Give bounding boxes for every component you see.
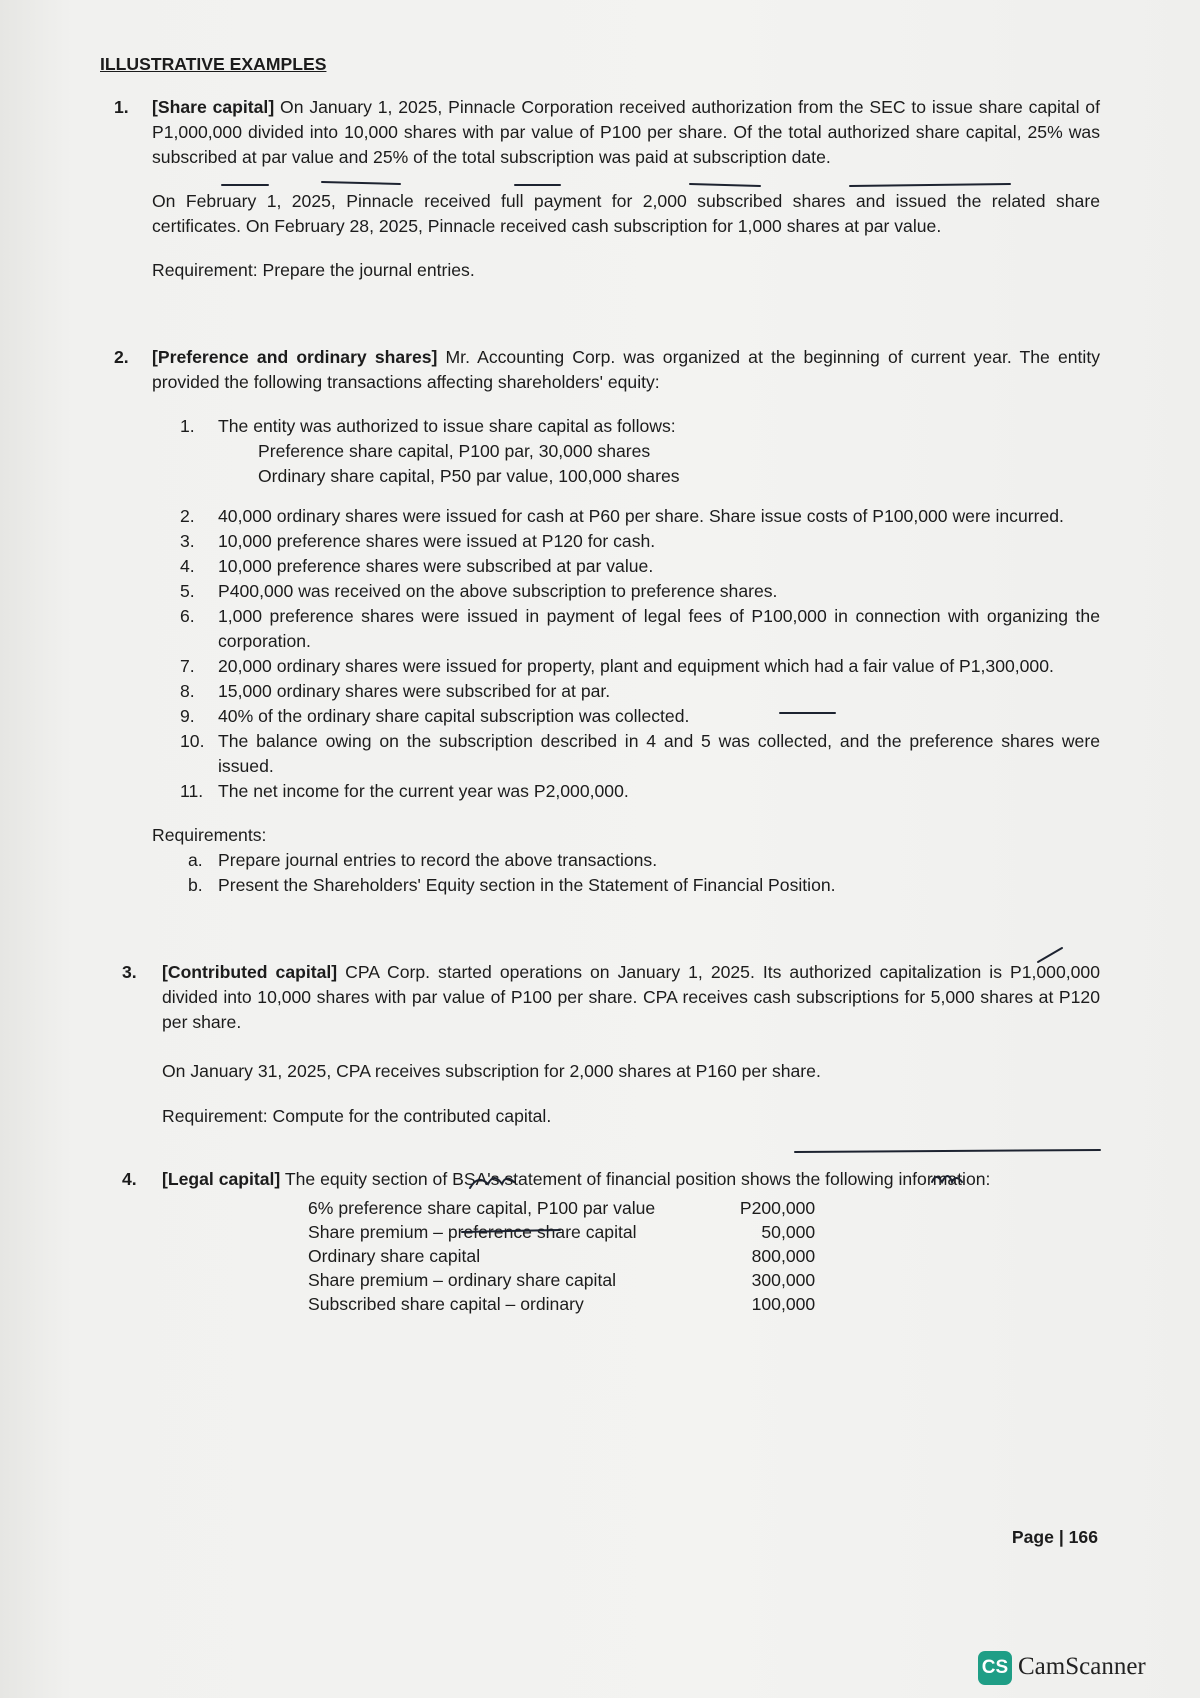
table-row: Share premium – preference share capital 50,000	[308, 1222, 816, 1242]
example-1-paragraph-2: On February 1, 2025, Pinnacle received full payment for 2,000 subscribed shares and issued the related share certificates. On February 28, 2025, Pinnacle received cash subscription for 1,000 shares at par value.	[152, 191, 1100, 236]
requirement-item: a. Prepare journal entries to record the above transactions.	[188, 850, 658, 870]
example-2-tag: [Preference and ordinary shares]	[152, 347, 438, 367]
authorized-capital-line: Ordinary share capital, P50 par value, 100,000 shares	[258, 466, 680, 486]
table-row: Subscribed share capital – ordinary 100,000	[308, 1294, 816, 1314]
example-3-requirement: Requirement: Compute for the contributed capital.	[162, 1106, 552, 1126]
example-4-intro: [Legal capital] The equity section of BSA's statement of financial position shows the following information:	[162, 1169, 991, 1189]
example-2	[100, 345, 1100, 898]
example-1-paragraph-1	[152, 95, 1100, 170]
table-row: 6% preference share capital, P100 par value P200,000	[308, 1198, 816, 1218]
example-number: 1.	[114, 97, 129, 117]
example-1-requirement: Requirement: Prepare the journal entries.	[152, 260, 475, 280]
example-4	[100, 1167, 1100, 1316]
example-3	[100, 960, 1100, 1129]
example-1-text: On January 1, 2025, Pinnacle Corporation received authorization from the SEC to issue share capital of P1,000,000 divided into 10,000 shares with par value of P100 per share. Of the total authorized share capital, 25% was subscribed at par value and 25% of the total subscription was paid at subscription date.	[152, 97, 1100, 167]
transaction-item: 6. 1,000 preference shares were issued in payment of legal fees of P100,000 in connection with organizing the corporation.	[180, 606, 1100, 651]
table-row: Share premium – ordinary share capital 300,000	[308, 1270, 816, 1290]
transaction-item: 2. 40,000 ordinary shares were issued for cash at P60 per share. Share issue costs of P100,000 were incurred.	[180, 506, 1064, 526]
transaction-item: 10. The balance owing on the subscription described in 4 and 5 was collected, and the preference shares were issued.	[180, 731, 1100, 776]
transaction-item: 5. P400,000 was received on the above subscription to preference shares.	[180, 581, 778, 601]
example-number: 4.	[122, 1169, 137, 1189]
example-4-tag: [Legal capital]	[162, 1169, 281, 1189]
example-3-paragraph-2: On January 31, 2025, CPA receives subscription for 2,000 shares at P160 per share.	[162, 1061, 821, 1081]
example-1	[100, 95, 1100, 283]
camscanner-watermark: CamScanner	[1018, 1653, 1146, 1680]
requirements-title: Requirements:	[152, 825, 267, 845]
equity-table	[308, 1196, 815, 1316]
example-number: 3.	[122, 962, 137, 982]
table-row: Ordinary share capital 800,000	[308, 1246, 816, 1266]
example-3-paragraph-1: [Contributed capital] CPA Corp. started operations on January 1, 2025. Its authorized capitalization is P1,000,000 divided into 10,000 shares with par value of P100 per share. CPA receives cash subscriptions for 5,000 shares at P120 per share.	[162, 962, 1100, 1032]
authorized-capital-line: Preference share capital, P100 par, 30,000 shares	[258, 441, 651, 461]
example-3-tag: [Contributed capital]	[162, 962, 338, 982]
requirement-item: b. Present the Shareholders' Equity section in the Statement of Financial Position.	[188, 875, 836, 895]
example-2-intro: [Preference and ordinary shares] Mr. Accounting Corp. was organized at the beginning of current year. The entity provided the following transactions affecting shareholders' equity:	[152, 347, 1101, 392]
section-heading: ILLUSTRATIVE EXAMPLES	[100, 54, 327, 74]
example-1-tag: [Share capital]	[152, 97, 275, 117]
transaction-item: 4. 10,000 preference shares were subscribed at par value.	[180, 556, 654, 576]
camscanner-logo-icon: CS	[978, 1651, 1012, 1685]
transaction-item: 8. 15,000 ordinary shares were subscribed for at par.	[180, 681, 611, 701]
document-body	[100, 52, 1100, 1316]
transaction-item: 11. The net income for the current year was P2,000,000.	[180, 781, 629, 801]
transaction-item: 1. The entity was authorized to issue share capital as follows:	[180, 416, 676, 436]
example-number: 2.	[114, 347, 129, 367]
transaction-item: 7. 20,000 ordinary shares were issued for property, plant and equipment which had a fair value of P1,300,000.	[180, 656, 1054, 676]
transaction-item: 3. 10,000 preference shares were issued at P120 for cash.	[180, 531, 656, 551]
page-number: Page | 166	[1011, 1527, 1098, 1547]
transaction-item: 9. 40% of the ordinary share capital subscription was collected.	[180, 706, 690, 726]
